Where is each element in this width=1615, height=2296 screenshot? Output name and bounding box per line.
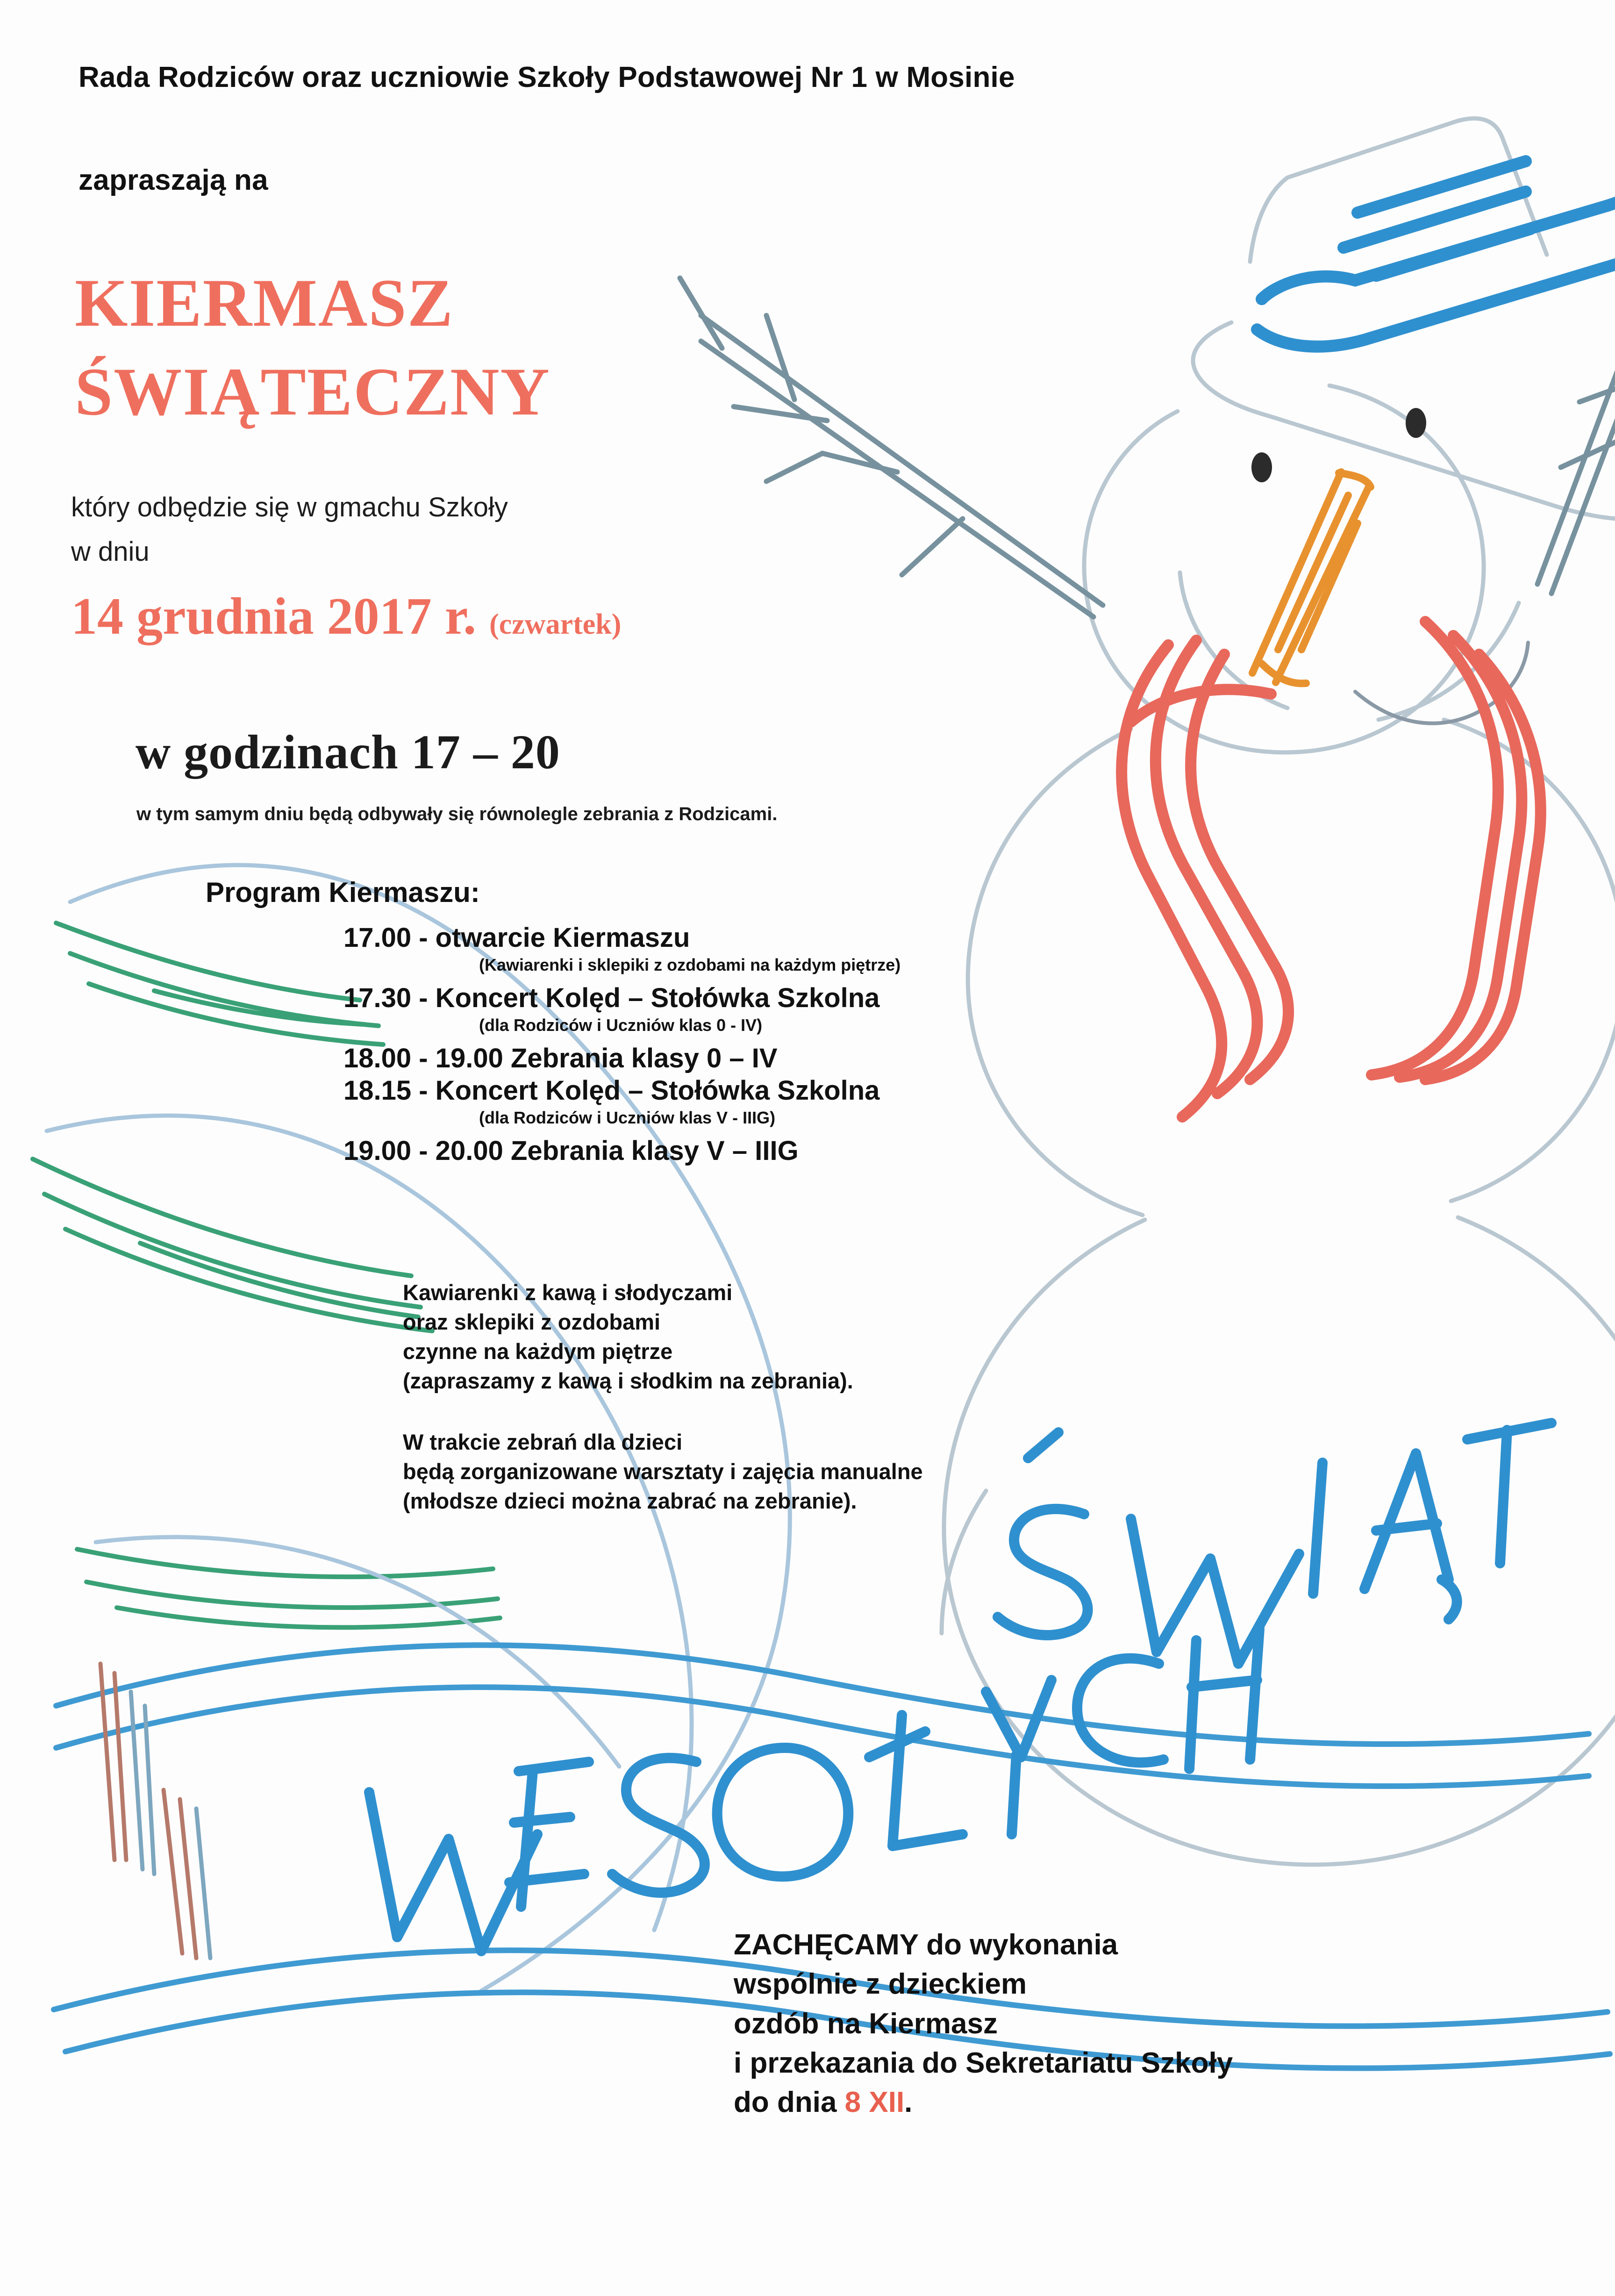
- program-item-note: (dla Rodziców i Uczniów klas 0 - IV): [479, 1015, 763, 1035]
- event-hours-note: w tym samym dniu będą odbywały się równolegle zebrania z Rodzicami.: [136, 804, 778, 824]
- subtitle-line-1: który odbędzie się w gmachu Szkoły: [71, 492, 508, 522]
- smile-icon: [1355, 643, 1528, 723]
- footer-deadline-date: 8 XII: [844, 2086, 905, 2119]
- header-line-1: Rada Rodziców oraz uczniowie Szkoły Podstawowej Nr 1 w Mosinie: [79, 61, 1015, 93]
- poster-title-line-2: ŚWIĄTECZNY: [75, 354, 550, 429]
- info-line: W trakcie zebrań dla dzieci: [403, 1430, 683, 1454]
- event-weekday: (czwartek): [489, 608, 622, 640]
- info-block-workshops: [403, 1428, 923, 1516]
- poster-title-line-1: KIERMASZ: [75, 265, 454, 341]
- eyes-icon: [1251, 408, 1426, 482]
- info-block-cafes: [403, 1278, 853, 1396]
- info-line: oraz sklepiki z ozdobami: [403, 1309, 661, 1334]
- event-date: [71, 587, 621, 647]
- pencil-scribbles-blue: [131, 1692, 210, 1958]
- info-line: (młodsze dzieci można zabrać na zebranie).: [403, 1488, 857, 1513]
- info-line: będą zorganizowane warsztaty i zajęcia manualne: [403, 1459, 923, 1484]
- program-item: 18.00 - 19.00 Zebrania klasy 0 – IV: [343, 1043, 778, 1073]
- footer-line-1: ZACHĘCAMY do wykonania: [734, 1929, 1118, 1961]
- program-list: [343, 923, 1231, 1168]
- footer-line-5: [734, 2083, 1233, 2122]
- footer-call-to-action: [734, 1925, 1233, 2123]
- footer-deadline-suffix: .: [904, 2086, 913, 2119]
- program-title: Program Kiermaszu:: [206, 877, 480, 908]
- header-line-2: zapraszają na: [79, 164, 268, 196]
- program-item: 17.30 - Koncert Kolęd – Stołówka Szkolna: [343, 982, 880, 1013]
- info-line: Kawiarenki z kawą i słodyczami: [403, 1280, 733, 1305]
- hat-icon: [1193, 118, 1615, 519]
- program-item-note: (Kawiarenki i sklepiki z ozdobami na każdym piętrze): [479, 955, 901, 974]
- info-line: (zapraszamy z kawą i słodkim na zebrania).: [403, 1368, 853, 1393]
- footer-line-2: wspólnie z dzieckiem: [734, 1968, 1027, 2001]
- hat-band-icon: [1257, 161, 1615, 347]
- footer-line-3: ozdób na Kiermasz: [734, 2007, 998, 2040]
- program-item: 17.00 - otwarcie Kiermaszu: [343, 923, 690, 953]
- subtitle-line-2: w dniu: [71, 536, 150, 567]
- carrot-nose-icon: [1252, 472, 1371, 683]
- event-date-main: 14 grudnia 2017 r.: [71, 587, 477, 645]
- branch-arm-right-icon: [1537, 360, 1615, 594]
- info-line: czynne na każdym piętrze: [403, 1338, 673, 1364]
- program-item: 19.00 - 20.00 Zebrania klasy V – IIIG: [343, 1135, 799, 1166]
- footer-deadline-prefix: do dnia: [734, 2086, 845, 2119]
- program-item: 18.15 - Koncert Kolęd – Stołówka Szkolna: [343, 1075, 880, 1106]
- event-hours: w godzinach 17 – 20: [136, 725, 560, 779]
- pencil-scribbles: [100, 1664, 196, 1958]
- footer-line-4: i przekazania do Sekretariatu Szkoły: [734, 2046, 1233, 2079]
- branch-arm-left-icon: [680, 278, 1103, 617]
- program-item-note: (dla Rodziców i Uczniów klas V - IIIG): [479, 1108, 776, 1127]
